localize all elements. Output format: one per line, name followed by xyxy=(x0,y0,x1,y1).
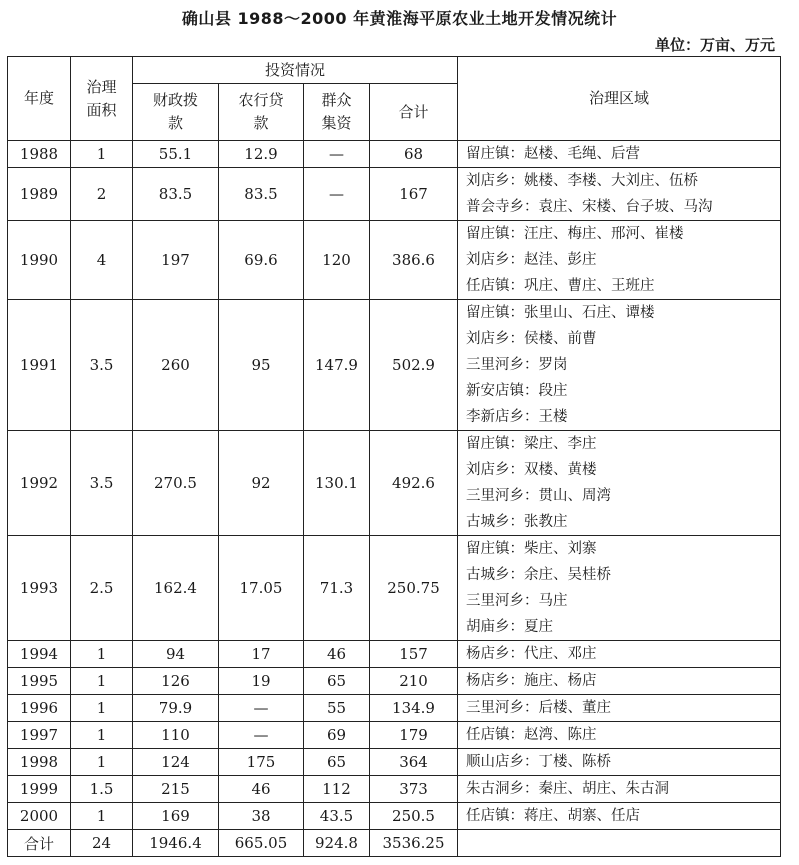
cell-bank: 12.9 xyxy=(219,141,304,168)
cell-mass: 130.1 xyxy=(304,431,370,536)
table-row xyxy=(8,221,781,300)
header-investment: 投资情况 xyxy=(133,57,458,84)
header-mass-line-2: 集资 xyxy=(321,114,352,132)
region-line: 留庄镇：柴庄、刘寨 xyxy=(466,541,597,557)
header-area xyxy=(71,57,133,141)
table-row xyxy=(8,776,781,803)
header-bank-line-2: 款 xyxy=(253,114,269,132)
cell-year: 1997 xyxy=(8,722,71,749)
cell-area: 24 xyxy=(71,830,133,857)
cell-year: 1995 xyxy=(8,668,71,695)
cell-total: 179 xyxy=(370,722,458,749)
header-area-line-1: 治理 xyxy=(86,77,117,96)
cell-mass: 112 xyxy=(304,776,370,803)
cell-total: 134.9 xyxy=(370,695,458,722)
region-line: 刘店乡：姚楼、李楼、大刘庄、伍桥 xyxy=(466,173,699,189)
header-fiscal-line-1: 财政拨 xyxy=(152,91,198,109)
cell-region xyxy=(458,431,781,536)
table-row xyxy=(8,803,781,830)
region-line: 古城乡：余庄、吴桂桥 xyxy=(466,567,612,583)
cell-bank: 175 xyxy=(219,749,304,776)
cell-region xyxy=(458,830,781,857)
cell-year: 1990 xyxy=(8,221,71,300)
cell-mass: 147.9 xyxy=(304,300,370,431)
cell-region xyxy=(458,722,781,749)
header-area-line-2: 面积 xyxy=(86,100,117,119)
header-region: 治理区域 xyxy=(458,57,781,141)
cell-area: 4 xyxy=(71,221,133,300)
cell-area: 1.5 xyxy=(71,776,133,803)
cell-total: 157 xyxy=(370,641,458,668)
cell-fiscal: 215 xyxy=(133,776,219,803)
cell-fiscal: 55.1 xyxy=(133,141,219,168)
cell-total: 386.6 xyxy=(370,221,458,300)
cell-region xyxy=(458,168,781,221)
region-line: 三里河乡：后楼、董庄 xyxy=(466,700,612,716)
summary-row xyxy=(8,830,781,857)
cell-total: 68 xyxy=(370,141,458,168)
region-line: 任店镇：巩庄、曹庄、王班庄 xyxy=(466,278,655,294)
header-fiscal-line-2: 款 xyxy=(167,114,183,132)
cell-bank: 92 xyxy=(219,431,304,536)
cell-mass: 120 xyxy=(304,221,370,300)
cell-bank: 69.6 xyxy=(219,221,304,300)
cell-fiscal: 79.9 xyxy=(133,695,219,722)
cell-mass: 55 xyxy=(304,695,370,722)
statistics-table xyxy=(7,56,781,857)
cell-mass: 924.8 xyxy=(304,830,370,857)
cell-area: 1 xyxy=(71,641,133,668)
cell-bank: 46 xyxy=(219,776,304,803)
region-line: 杨店乡：施庄、杨店 xyxy=(466,673,597,689)
cell-total: 3536.25 xyxy=(370,830,458,857)
region-line: 留庄镇：汪庄、梅庄、邢河、崔楼 xyxy=(466,226,684,242)
cell-year: 1992 xyxy=(8,431,71,536)
cell-region xyxy=(458,221,781,300)
cell-year: 1994 xyxy=(8,641,71,668)
cell-bank: 17 xyxy=(219,641,304,668)
region-line: 任店镇：赵湾、陈庄 xyxy=(466,727,597,743)
cell-mass: 65 xyxy=(304,668,370,695)
cell-mass: — xyxy=(304,141,370,168)
cell-year: 1989 xyxy=(8,168,71,221)
cell-mass: 46 xyxy=(304,641,370,668)
cell-fiscal: 197 xyxy=(133,221,219,300)
table-title: 确山县 1988～2000 年黄淮海平原农业土地开发情况统计 xyxy=(181,9,618,28)
cell-total: 250.75 xyxy=(370,536,458,641)
cell-area: 1 xyxy=(71,695,133,722)
cell-area: 1 xyxy=(71,803,133,830)
cell-bank: 665.05 xyxy=(219,830,304,857)
cell-bank: 83.5 xyxy=(219,168,304,221)
region-line: 留庄镇：梁庄、李庄 xyxy=(466,436,597,452)
cell-fiscal: 270.5 xyxy=(133,431,219,536)
cell-region xyxy=(458,141,781,168)
header-total: 合计 xyxy=(370,84,458,141)
region-line: 普会寺乡：袁庄、宋楼、台子坡、马沟 xyxy=(466,199,713,215)
header-fiscal xyxy=(133,84,219,141)
cell-region xyxy=(458,749,781,776)
cell-region xyxy=(458,536,781,641)
cell-year: 合计 xyxy=(8,830,71,857)
cell-bank: 17.05 xyxy=(219,536,304,641)
cell-bank: — xyxy=(219,695,304,722)
region-line: 胡庙乡：夏庄 xyxy=(466,619,554,635)
cell-bank: — xyxy=(219,722,304,749)
table-row xyxy=(8,168,781,221)
cell-year: 1996 xyxy=(8,695,71,722)
cell-region xyxy=(458,803,781,830)
region-line: 古城乡：张教庄 xyxy=(466,514,568,530)
cell-region xyxy=(458,668,781,695)
region-line: 三里河乡：马庄 xyxy=(466,593,568,609)
cell-total: 250.5 xyxy=(370,803,458,830)
cell-total: 364 xyxy=(370,749,458,776)
region-line: 顺山店乡：丁楼、陈桥 xyxy=(466,754,612,770)
cell-region xyxy=(458,300,781,431)
cell-area: 1 xyxy=(71,668,133,695)
header-mass xyxy=(304,84,370,141)
cell-total: 492.6 xyxy=(370,431,458,536)
header-row-1 xyxy=(8,57,781,84)
cell-total: 373 xyxy=(370,776,458,803)
cell-mass: 43.5 xyxy=(304,803,370,830)
cell-total: 167 xyxy=(370,168,458,221)
region-line: 任店镇：蒋庄、胡寨、任店 xyxy=(466,808,641,824)
table-body xyxy=(8,141,781,857)
header-year: 年度 xyxy=(8,57,71,141)
region-line: 留庄镇：赵楼、毛绳、后营 xyxy=(466,146,641,162)
unit-label: 单位：万亩、万元 xyxy=(654,36,775,54)
region-line: 三里河乡：贯山、周湾 xyxy=(466,488,612,504)
cell-mass: 69 xyxy=(304,722,370,749)
table-row xyxy=(8,668,781,695)
region-line: 留庄镇：张里山、石庄、谭楼 xyxy=(466,305,655,321)
cell-year: 1999 xyxy=(8,776,71,803)
table-row xyxy=(8,536,781,641)
cell-fiscal: 162.4 xyxy=(133,536,219,641)
cell-mass: — xyxy=(304,168,370,221)
cell-mass: 65 xyxy=(304,749,370,776)
cell-area: 3.5 xyxy=(71,431,133,536)
header-mass-line-1: 群众 xyxy=(321,91,352,109)
cell-year: 2000 xyxy=(8,803,71,830)
cell-fiscal: 169 xyxy=(133,803,219,830)
table-row xyxy=(8,749,781,776)
cell-fiscal: 1946.4 xyxy=(133,830,219,857)
cell-area: 1 xyxy=(71,141,133,168)
cell-mass: 71.3 xyxy=(304,536,370,641)
cell-region xyxy=(458,776,781,803)
cell-area: 2 xyxy=(71,168,133,221)
region-line: 刘店乡：双楼、黄楼 xyxy=(466,462,597,478)
region-line: 李新店乡：王楼 xyxy=(466,409,568,425)
cell-bank: 38 xyxy=(219,803,304,830)
cell-year: 1991 xyxy=(8,300,71,431)
region-line: 三里河乡：罗岗 xyxy=(466,357,568,373)
cell-region xyxy=(458,641,781,668)
region-line: 刘店乡：侯楼、前曹 xyxy=(466,331,597,347)
cell-fiscal: 83.5 xyxy=(133,168,219,221)
cell-fiscal: 126 xyxy=(133,668,219,695)
cell-year: 1988 xyxy=(8,141,71,168)
region-line: 新安店镇：段庄 xyxy=(466,383,568,399)
cell-area: 1 xyxy=(71,749,133,776)
region-line: 刘店乡：赵洼、彭庄 xyxy=(466,252,597,268)
cell-fiscal: 110 xyxy=(133,722,219,749)
table-row xyxy=(8,641,781,668)
cell-region xyxy=(458,695,781,722)
cell-fiscal: 94 xyxy=(133,641,219,668)
cell-year: 1998 xyxy=(8,749,71,776)
table-row xyxy=(8,695,781,722)
cell-area: 2.5 xyxy=(71,536,133,641)
cell-area: 1 xyxy=(71,722,133,749)
header-bank-line-1: 农行贷 xyxy=(238,91,284,109)
table-row xyxy=(8,722,781,749)
cell-bank: 19 xyxy=(219,668,304,695)
region-line: 杨店乡：代庄、邓庄 xyxy=(466,646,597,662)
table-row xyxy=(8,300,781,431)
cell-bank: 95 xyxy=(219,300,304,431)
cell-year: 1993 xyxy=(8,536,71,641)
cell-fiscal: 124 xyxy=(133,749,219,776)
header-bank xyxy=(219,84,304,141)
region-line: 朱古洞乡：秦庄、胡庄、朱古洞 xyxy=(466,781,670,797)
cell-total: 502.9 xyxy=(370,300,458,431)
table-row xyxy=(8,141,781,168)
cell-total: 210 xyxy=(370,668,458,695)
cell-fiscal: 260 xyxy=(133,300,219,431)
cell-area: 3.5 xyxy=(71,300,133,431)
table-row xyxy=(8,431,781,536)
